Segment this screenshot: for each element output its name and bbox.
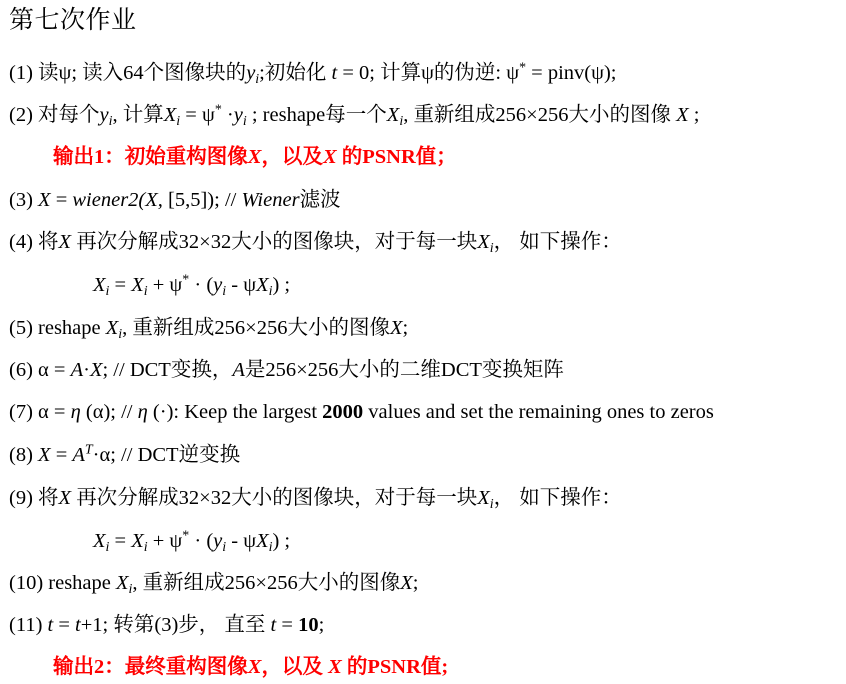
var-t: t	[75, 614, 81, 636]
step-number: (4)	[9, 231, 33, 253]
eq-text: =	[109, 530, 132, 552]
step-text: reshape	[43, 572, 117, 594]
subscript-i: i	[242, 113, 247, 129]
var-x: X	[477, 487, 490, 509]
step-7	[9, 398, 714, 426]
output-text: ，以及	[261, 146, 323, 168]
var-x: X	[256, 530, 269, 552]
eq-text: =	[109, 274, 132, 296]
var-y: y	[213, 530, 223, 552]
step-text: α =	[32, 359, 71, 381]
eq-text: - ψ	[226, 530, 257, 552]
count-2000: 2000	[322, 401, 364, 423]
step-text: ; // DCT变换，	[102, 359, 233, 381]
step-4	[9, 228, 622, 256]
step-text: (·): Keep the largest	[147, 401, 323, 423]
step-text: ;	[688, 104, 700, 126]
step-number: (11)	[9, 614, 43, 636]
step-text: reshape	[32, 317, 106, 339]
var-x: X	[116, 572, 129, 594]
step-10	[9, 569, 418, 597]
var-x: X	[38, 189, 51, 211]
var-x: X	[676, 104, 689, 126]
step-text: (α); //	[80, 401, 138, 423]
subscript-i: i	[143, 283, 148, 299]
var-x: X	[386, 104, 400, 126]
step-text: ·	[83, 359, 90, 381]
var-x: X	[89, 359, 103, 381]
step-1	[9, 59, 617, 87]
var-y: y	[99, 104, 109, 126]
var-x: X	[38, 444, 51, 466]
step-text: ， 如下操作：	[493, 231, 622, 253]
superscript-t: T	[84, 442, 93, 458]
superscript-star: *	[182, 272, 190, 288]
eq-text: · (	[189, 274, 214, 296]
step-number: (6)	[9, 359, 33, 381]
step-text: = ψ	[180, 104, 215, 126]
step-number: (10)	[9, 572, 44, 594]
step-text: , 重新组成256×256大小的图像	[132, 572, 401, 594]
step-text: ; reshape每一个	[246, 104, 387, 126]
step-text: = pinv(ψ);	[526, 62, 617, 84]
step-3	[9, 186, 341, 214]
superscript-star: *	[182, 528, 190, 544]
subscript-i: i	[399, 113, 404, 129]
eq-text: ) ;	[272, 530, 291, 552]
subscript-i: i	[105, 539, 110, 555]
step-text: α =	[32, 401, 71, 423]
step-text: =	[50, 444, 73, 466]
var-x: X	[389, 317, 403, 339]
var-x: X	[131, 274, 144, 296]
step-text: 再次分解成32×32大小的图像块，对于每一块	[71, 487, 478, 509]
subscript-i: i	[128, 581, 133, 597]
var-y: y	[233, 104, 243, 126]
step-text: ;初始化	[259, 62, 332, 84]
var-t: t	[331, 62, 338, 84]
step-text: 读ψ; 读入64个图像块的	[32, 62, 247, 84]
step-number: (3)	[9, 189, 33, 211]
output-text: 输出1：初始重构图像	[53, 146, 248, 168]
step-6	[9, 356, 564, 384]
subscript-i: i	[489, 496, 494, 512]
step-9	[9, 484, 622, 512]
var-y: y	[246, 62, 256, 84]
output-text: 的PSNR值;	[341, 656, 449, 678]
subscript-i: i	[176, 113, 181, 129]
var-x: X	[105, 317, 119, 339]
eq-text: - ψ	[226, 274, 257, 296]
var-a: A	[72, 444, 85, 466]
step-text: [5,5]); //	[162, 189, 242, 211]
subscript-i: i	[108, 113, 113, 129]
step-text: =	[50, 189, 73, 211]
step-2	[9, 101, 699, 129]
step-number: (1)	[9, 62, 33, 84]
var-x: X	[477, 231, 490, 253]
var-a: A	[232, 359, 245, 381]
step-text: , 重新组成256×256大小的图像	[122, 317, 390, 339]
subscript-i: i	[105, 283, 110, 299]
superscript-star: *	[519, 60, 527, 76]
step-text: 将	[32, 231, 59, 253]
var-x: X	[58, 487, 72, 509]
step-11	[9, 611, 324, 639]
var-x: X	[93, 274, 106, 296]
step-number: (8)	[9, 444, 33, 466]
iteration-limit: 10	[298, 614, 319, 636]
var-t: t	[47, 614, 54, 636]
step-text: 将	[32, 487, 59, 509]
eq-text: ) ;	[272, 274, 291, 296]
equation-update-2	[93, 527, 290, 555]
step-text: 再次分解成32×32大小的图像块，对于每一块	[71, 231, 478, 253]
var-x: X	[58, 231, 72, 253]
eq-text: + ψ	[147, 530, 183, 552]
var-x: X	[93, 530, 106, 552]
wiener-call: wiener2(X,	[72, 189, 163, 211]
subscript-i: i	[255, 71, 260, 87]
step-5	[9, 314, 408, 342]
step-text: , 重新组成256×256大小的图像	[403, 104, 677, 126]
var-t: t	[270, 614, 277, 636]
step-text: =	[276, 614, 299, 636]
step-text: ;	[402, 317, 409, 339]
var-x: X	[328, 656, 342, 678]
step-text: 是256×256大小的二维DCT变换矩阵	[244, 359, 564, 381]
step-text: 对每个	[32, 104, 100, 126]
subscript-i: i	[222, 283, 227, 299]
var-x: X	[247, 656, 262, 678]
subscript-i: i	[489, 240, 494, 256]
subscript-i: i	[118, 326, 123, 342]
output-text: 输出2：最终重构图像	[53, 656, 248, 678]
output-text: ，以及	[261, 656, 329, 678]
var-x: X	[256, 274, 269, 296]
subscript-i: i	[143, 539, 148, 555]
var-y: y	[213, 274, 223, 296]
step-number: (9)	[9, 487, 33, 509]
step-text: ， 如下操作：	[493, 487, 622, 509]
step-number: (2)	[9, 104, 33, 126]
step-text: ;	[412, 572, 419, 594]
superscript-star: *	[214, 102, 222, 118]
output-2	[53, 653, 448, 681]
var-x: X	[163, 104, 177, 126]
step-text: , 计算	[112, 104, 164, 126]
eq-text: + ψ	[147, 274, 183, 296]
var-x: X	[322, 146, 337, 168]
step-text: values and set the remaining ones to zeros	[363, 401, 714, 423]
subscript-i: i	[222, 539, 227, 555]
var-x: X	[400, 572, 413, 594]
output-text: 的PSNR值；	[336, 146, 457, 168]
step-8	[9, 441, 240, 469]
step-text: =	[53, 614, 76, 636]
step-text: 滤波	[299, 189, 341, 211]
equation-update-1	[93, 271, 290, 299]
output-1	[53, 143, 457, 171]
var-x: X	[131, 530, 144, 552]
step-text: ·	[221, 104, 234, 126]
step-text: ·α; // DCT逆变换	[92, 444, 241, 466]
step-text: = 0; 计算ψ的伪逆: ψ	[337, 62, 520, 84]
wiener-word: Wiener	[241, 189, 300, 211]
var-eta: η	[137, 401, 148, 423]
subscript-i: i	[268, 283, 273, 299]
var-a: A	[70, 359, 84, 381]
step-number: (7)	[9, 401, 33, 423]
step-text: ;	[318, 614, 325, 636]
step-number: (5)	[9, 317, 33, 339]
page-title: 第七次作业	[9, 5, 137, 34]
step-text: +1; 转第(3)步， 直至	[80, 614, 271, 636]
var-x: X	[247, 146, 262, 168]
subscript-i: i	[268, 539, 273, 555]
var-eta: η	[70, 401, 81, 423]
eq-text: · (	[189, 530, 214, 552]
